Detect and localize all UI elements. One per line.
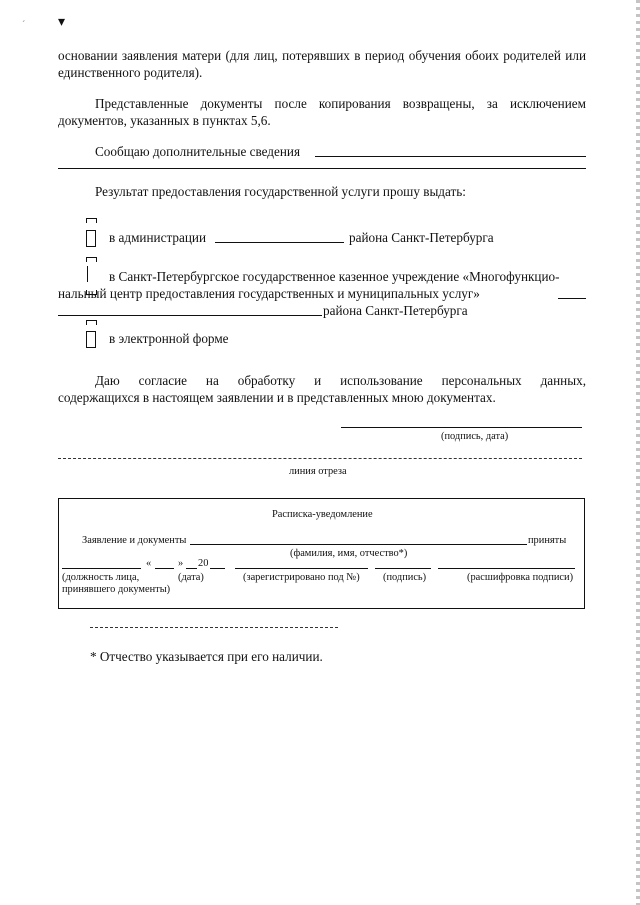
receipt-month-field[interactable] [186, 568, 197, 569]
option-mfc-line1: в Санкт-Петербургское государственное казенное учреждение «Многофункцио- [109, 269, 560, 284]
cut-line [58, 458, 582, 459]
mfc-field[interactable] [558, 298, 586, 299]
footnote-separator [90, 627, 338, 628]
checkbox-top [86, 257, 97, 262]
footnote: * Отчество указывается при его наличии. [90, 649, 323, 664]
caption-decode: (расшифровка подписи) [467, 572, 574, 583]
signature-field[interactable] [341, 427, 582, 428]
signature-caption: (подпись, дата) [441, 431, 509, 442]
receipt-fio-caption: (фамилия, имя, отчество*) [290, 548, 408, 559]
caption-regno: (зарегистрировано под №) [243, 572, 360, 583]
checkbox-administration[interactable] [86, 230, 96, 247]
mfc-district-field[interactable] [58, 315, 322, 316]
consent-line1: Даю согласие на обработку и использование персональных данных, [95, 373, 586, 388]
receipt-decode-field[interactable] [438, 568, 575, 569]
receipt-applicant-field[interactable] [190, 544, 527, 545]
scan-speck: ▾ [58, 15, 66, 30]
scan-speck: ˊ [22, 20, 26, 31]
result-heading: Результат предоставления государственной услуги прошу выдать: [95, 184, 466, 199]
option-mfc-district: района Санкт-Петербурга [323, 303, 468, 318]
date-year: 20 [198, 558, 209, 569]
receipt-signature-field[interactable] [375, 568, 431, 569]
receipt-day-field[interactable] [155, 568, 174, 569]
checkbox-top [86, 218, 97, 223]
option-electronic-label: в электронной форме [109, 331, 229, 346]
receipt-docs-label: Заявление и документы [82, 535, 187, 546]
caption-date: (дата) [178, 572, 204, 583]
caption-position-1: (должность лица, [62, 572, 140, 583]
extra-info-field[interactable] [315, 156, 586, 157]
paragraph-grounds: основании заявления матери (для лиц, потерявших в период обучения обоих родителей или единственного родителя). [58, 48, 586, 80]
paragraph-documents-returned: Представленные документы после копирования возвращены, за исключением документов, указанных в пунктах 5,6. [58, 96, 586, 128]
receipt-accepted: приняты [528, 535, 567, 546]
district-field[interactable] [215, 242, 344, 243]
checkbox-side [87, 266, 88, 282]
extra-info-label: Сообщаю дополнительные сведения [95, 144, 301, 159]
option-administration-district: района Санкт-Петербурга [349, 230, 494, 245]
date-close-quote: » [178, 558, 184, 569]
receipt-regno-field[interactable] [235, 568, 368, 569]
receipt-position-field[interactable] [62, 568, 141, 569]
option-administration-label: в администрации [109, 230, 207, 245]
scan-edge [636, 0, 640, 905]
caption-signature: (подпись) [383, 572, 427, 583]
extra-info-field-line2[interactable] [58, 168, 586, 169]
caption-position-2: принявшего документы) [62, 584, 171, 595]
receipt-year-field[interactable] [210, 568, 225, 569]
date-open-quote: « [146, 558, 152, 569]
checkbox-electronic[interactable] [86, 331, 96, 348]
consent-line2: содержащихся в настоящем заявлении и в представленных мною документах. [58, 390, 496, 405]
receipt-title: Расписка-уведомление [272, 509, 373, 520]
cut-line-label: линия отреза [289, 466, 347, 477]
checkbox-top [86, 320, 97, 325]
option-mfc-line2: нальный центр предоставления государственных и муниципальных услуг» [58, 286, 480, 301]
